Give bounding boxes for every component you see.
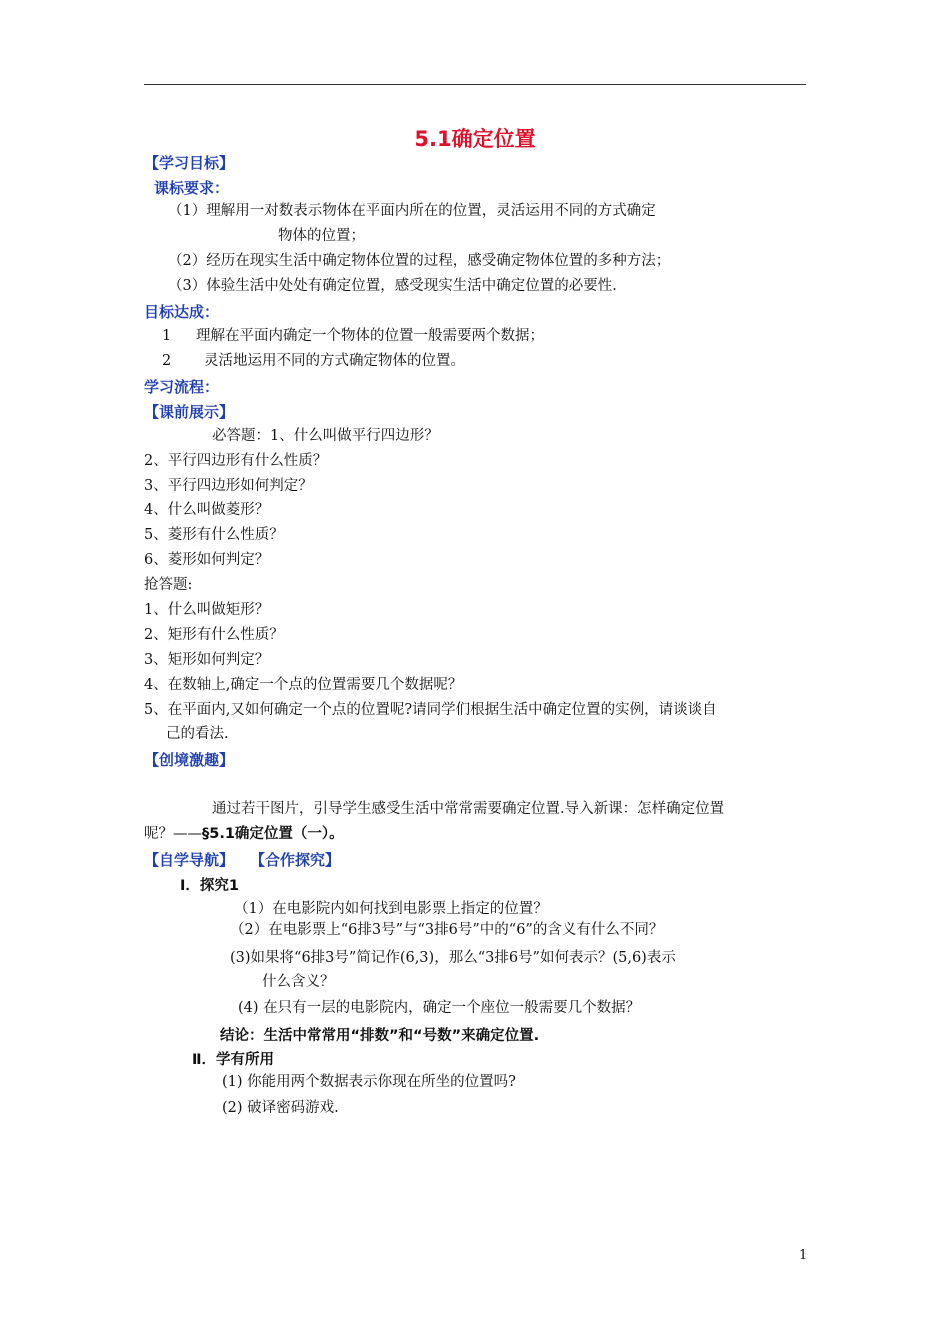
target-text-2: 灵活地运用不同的方式确定物体的位置。 (204, 353, 465, 369)
standard-heading: 课标要求： (154, 179, 230, 197)
grab-heading: 抢答题: (144, 577, 193, 593)
target-text-1: 理解在平面内确定一个物体的位置一般需要两个数据； (196, 328, 544, 344)
explore-1-heading: Ⅰ．探究1 (180, 878, 239, 894)
page-title: 5.1确定位置 (414, 127, 536, 151)
apply-item-1: (1) 你能用两个数据表示你现在所坐的位置吗? (222, 1074, 516, 1090)
header-rule (144, 84, 806, 85)
must-answer-4: 4、什么叫做菱形？ (144, 502, 270, 518)
explore-item-3: (3)如果将“6排3号”简记作(6,3)，那么“3排6号”如何表示？(5,6)表示 (230, 950, 676, 966)
intro-lesson-title: §5.1确定位置（一）。 (202, 826, 344, 842)
grab-item-3: 3、矩形如何判定？ (144, 652, 270, 668)
page-number: 1 (799, 1248, 808, 1263)
standard-item-2: （2）经历在现实生活中确定物体位置的过程，感受确定物体位置的多种方法； (168, 253, 671, 269)
target-number-2: 2 (162, 353, 172, 369)
target-heading: 目标达成： (144, 303, 220, 321)
grab-item-2: 2、矩形有什么性质？ (144, 627, 284, 643)
apply-item-2: (2) 破译密码游戏. (222, 1100, 339, 1116)
must-answer-2: 2、平行四边形有什么性质？ (144, 453, 328, 469)
explore-item-3-cont: 什么含义？ (262, 974, 335, 990)
grab-item-1: 1、什么叫做矩形？ (144, 602, 270, 618)
must-answer-1: 必答题：1、什么叫做平行四边形？ (212, 428, 439, 444)
must-answer-5: 5、菱形有什么性质？ (144, 527, 284, 543)
apply-heading: Ⅱ．学有所用 (192, 1052, 275, 1068)
explore-item-1: （1）在电影院内如何找到电影票上指定的位置？ (234, 901, 548, 917)
explore-item-4: (4) 在只有一层的电影院内，确定一个座位一般需要几个数据？ (238, 1000, 641, 1016)
must-answer-3: 3、平行四边形如何判定？ (144, 478, 313, 494)
grab-item-5: 5、在平面内,又如何确定一个点的位置呢?请同学们根据生活中确定位置的实例，请谈谈自 (144, 702, 717, 718)
explore-item-2: （2）在电影票上“6排3号”与“3排6号”中的“6”的含义有什么不同？ (230, 922, 664, 938)
nav-heading: 【自学导航】 (144, 851, 235, 869)
intro-line-1: 通过若干图片，引导学生感受生活中常常需要确定位置.导入新课：怎样确定位置 (212, 801, 725, 817)
must-answer-6: 6、菱形如何判定？ (144, 552, 270, 568)
scene-heading: 【创境激趣】 (144, 751, 235, 769)
conclusion: 结论：生活中常常用“排数”和“号数”来确定位置. (220, 1028, 540, 1044)
explore-heading-cooperative: 【合作探究】 (250, 851, 341, 869)
grab-item-5-cont: 己的看法. (166, 726, 229, 742)
standard-item-1: （1）理解用一对数表示物体在平面内所在的位置，灵活运用不同的方式确定 (168, 203, 656, 219)
standard-item-1-cont: 物体的位置； (278, 228, 365, 244)
flow-heading: 学习流程： (144, 378, 220, 396)
grab-item-4: 4、在数轴上,确定一个点的位置需要几个数据呢？ (144, 677, 463, 693)
standard-item-3: （3）体验生活中处处有确定位置，感受现实生活中确定位置的必要性. (168, 278, 617, 294)
preview-heading: 【课前展示】 (144, 403, 235, 421)
section-heading-goals: 【学习目标】 (144, 154, 235, 172)
target-number-1: 1 (162, 328, 172, 344)
intro-line-2-text: 呢？—— (144, 826, 202, 842)
intro-line-2 (144, 824, 344, 844)
